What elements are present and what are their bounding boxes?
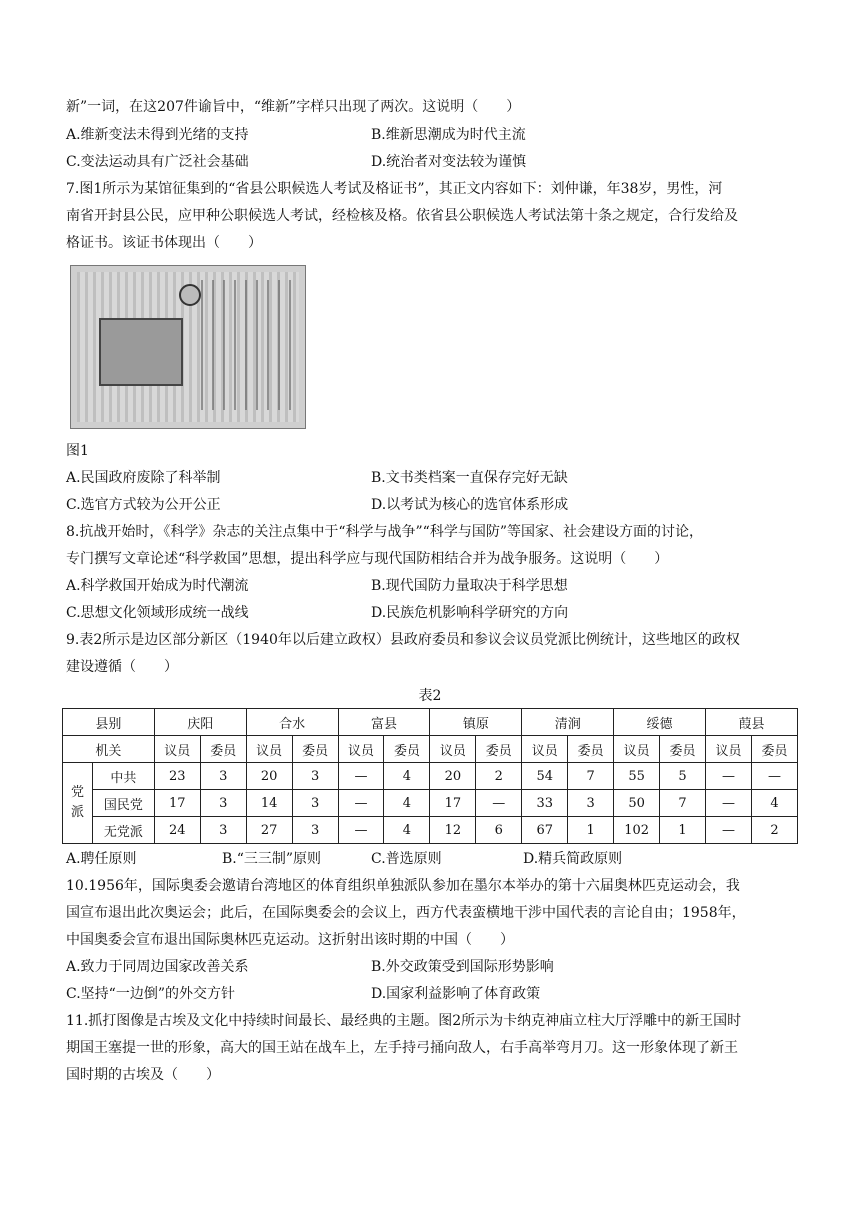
table-cell: 4 [384, 817, 430, 844]
q7-stem-line-3: 格证书。该证书体现出（ ） [66, 235, 262, 251]
table-county-header: 合水 [246, 709, 338, 736]
table-cell: 3 [200, 817, 246, 844]
certificate-stamp-image [99, 318, 183, 386]
table-cell: — [751, 763, 797, 790]
q9-stem-line-2: 建设遵循（ ） [66, 659, 178, 675]
table-cell: — [706, 763, 752, 790]
table-party-name: 国民党 [92, 790, 154, 817]
q8-option-d: D.民族危机影响科学研究的方向 [371, 605, 569, 621]
q9-option-b: B.“三三制”原则 [222, 851, 322, 867]
table-county-header: 葭县 [706, 709, 798, 736]
table-subheader: 委员 [292, 736, 338, 763]
table-cell: 3 [292, 763, 338, 790]
q9-option-c: C.普选原则 [371, 851, 442, 867]
table-subheader: 议员 [614, 736, 660, 763]
table-subheader: 议员 [246, 736, 292, 763]
q11-stem-line-3: 国时期的古埃及（ ） [66, 1067, 220, 1083]
q10-option-c: C.坚持“一边倒”的外交方针 [66, 986, 235, 1002]
table-header-organ: 机关 [63, 736, 155, 763]
q11-stem-line-2: 期国王塞提一世的形象，高大的国王站在战车上，左手持弓捅向敌人，右手高举弯月刀。这一形象体现了新王 [66, 1040, 738, 1056]
q10-stem-line-2: 国宣布退出此次奥运会；此后，在国际奥委会的会议上，西方代表蛮横地干涉中国代表的言论自由；1958年， [66, 905, 746, 921]
table-cell: 55 [614, 763, 660, 790]
q11-stem-line-1: 11.抓打图像是古埃及文化中持续时间最长、最经典的主题。图2所示为卡纳克神庙立柱大厅浮雕中的新王国时 [66, 1013, 742, 1029]
q6-option-a: A.维新变法未得到光绪的支持 [66, 127, 249, 143]
table-cell: 20 [430, 763, 476, 790]
table-cell: 20 [246, 763, 292, 790]
q8-stem-line-2: 专门撰写文章论述“科学救国”思想，提出科学应与现代国防相结合并为战争服务。这说明（ ） [66, 551, 669, 567]
q7-option-d: D.以考试为核心的选官体系形成 [371, 497, 569, 513]
table-cell: 3 [292, 790, 338, 817]
table-subheader: 议员 [338, 736, 384, 763]
q10-stem-line-3: 中国奥委会宣布退出国际奥林匹克运动。这折射出该时期的中国（ ） [66, 932, 514, 948]
q6-option-c: C.变法运动具有广泛社会基础 [66, 154, 249, 170]
table-cell: 23 [154, 763, 200, 790]
q6-stem-line: 新”一词，在这207件谕旨中，“维新”字样只出现了两次。这说明（ ） [66, 99, 521, 115]
table-cell: 17 [430, 790, 476, 817]
table-county-header: 清涧 [522, 709, 614, 736]
table-cell: 3 [200, 763, 246, 790]
table-cell: — [706, 790, 752, 817]
table-cell: 17 [154, 790, 200, 817]
table-cell: 1 [568, 817, 614, 844]
table-cell: 67 [522, 817, 568, 844]
table-cell: 50 [614, 790, 660, 817]
table-cell: 3 [568, 790, 614, 817]
q8-option-a: A.科学救国开始成为时代潮流 [66, 578, 249, 594]
table-cell: 24 [154, 817, 200, 844]
table-cell: 33 [522, 790, 568, 817]
table-cell: 4 [384, 763, 430, 790]
q7-option-a: A.民国政府废除了科举制 [66, 470, 221, 486]
q10-option-d: D.国家利益影响了体育政策 [371, 986, 541, 1002]
table-cell: 7 [660, 790, 706, 817]
table-cell: 2 [751, 817, 797, 844]
q7-option-b: B.文书类档案一直保存完好无缺 [371, 470, 568, 486]
table-2-title: 表2 [418, 688, 442, 704]
table-cell: 4 [751, 790, 797, 817]
table-cell: 5 [660, 763, 706, 790]
certificate-text-columns-image [201, 280, 297, 410]
table-party-label [63, 763, 93, 844]
table-cell: — [338, 763, 384, 790]
table-cell: — [338, 790, 384, 817]
table-cell: 1 [660, 817, 706, 844]
table-cell: 4 [384, 790, 430, 817]
table-cell: — [338, 817, 384, 844]
table-cell: 54 [522, 763, 568, 790]
table-cell: 7 [568, 763, 614, 790]
q7-stem-line-1: 7.图1所示为某馆征集到的“省县公职候选人考试及格证书”，其正文内容如下：刘仲谦，年38岁，男性，河 [66, 181, 723, 197]
q8-option-b: B.现代国防力量取决于科学思想 [371, 578, 568, 594]
table-subheader: 委员 [384, 736, 430, 763]
q7-option-c: C.选官方式较为公开公正 [66, 497, 221, 513]
table-header-county: 县别 [63, 709, 155, 736]
figure-1-certificate-photo [70, 265, 306, 429]
table-cell: 12 [430, 817, 476, 844]
q9-stem-line-1: 9.表2所示是边区部分新区（1940年以后建立政权）县政府委员和参议会议员党派比例统计，这些地区的政权 [66, 632, 740, 648]
q8-stem-line-1: 8.抗战开始时，《科学》杂志的关注点集中于“科学与战争”“科学与国防”等国家、社会建设方面的讨论， [66, 524, 703, 540]
table-cell: 14 [246, 790, 292, 817]
party-label-text: 党 派 [70, 785, 84, 820]
q6-option-d: D.统治者对变法较为谨慎 [371, 154, 527, 170]
table-subheader: 委员 [476, 736, 522, 763]
table-cell: — [706, 817, 752, 844]
table-subheader: 委员 [751, 736, 797, 763]
table-subheader: 议员 [430, 736, 476, 763]
table-row [63, 790, 798, 817]
table-cell: 3 [292, 817, 338, 844]
table-party-name: 中共 [92, 763, 154, 790]
table-cell: — [476, 790, 522, 817]
table-subheader: 议员 [706, 736, 752, 763]
q9-option-a: A.聘任原则 [66, 851, 137, 867]
q10-stem-line-1: 10.1956年，国际奥委会邀请台湾地区的体育组织单独派队参加在墨尔本举办的第十六届奥林匹克运动会，我 [66, 878, 740, 894]
table-cell: 102 [614, 817, 660, 844]
table-cell: 6 [476, 817, 522, 844]
table-row [63, 817, 798, 844]
table-2 [62, 708, 798, 844]
table-subheader: 议员 [522, 736, 568, 763]
table-row [63, 763, 798, 790]
figure-1-caption: 图1 [66, 443, 89, 459]
table-cell: 27 [246, 817, 292, 844]
q9-option-d: D.精兵简政原则 [523, 851, 623, 867]
table-party-name: 无党派 [92, 817, 154, 844]
table-cell: 3 [200, 790, 246, 817]
table-county-header: 镇原 [430, 709, 522, 736]
q10-option-b: B.外交政策受到国际形势影响 [371, 959, 554, 975]
table-county-header: 富县 [338, 709, 430, 736]
q7-stem-line-2: 南省开封县公民，应甲种公职候选人考试，经检核及格。依省县公职候选人考试法第十条之规定，合行发给及 [66, 208, 738, 224]
table-row [63, 709, 798, 736]
table-subheader: 议员 [154, 736, 200, 763]
table-county-header: 庆阳 [154, 709, 246, 736]
q8-option-c: C.思想文化领域形成统一战线 [66, 605, 249, 621]
table-county-header: 绥德 [614, 709, 706, 736]
table-subheader: 委员 [568, 736, 614, 763]
q6-option-b: B.维新思潮成为时代主流 [371, 127, 526, 143]
certificate-emblem-image [179, 284, 201, 306]
table-row [63, 736, 798, 763]
q10-option-a: A.致力于同周边国家改善关系 [66, 959, 249, 975]
table-subheader: 委员 [200, 736, 246, 763]
table-cell: 2 [476, 763, 522, 790]
table-subheader: 委员 [660, 736, 706, 763]
